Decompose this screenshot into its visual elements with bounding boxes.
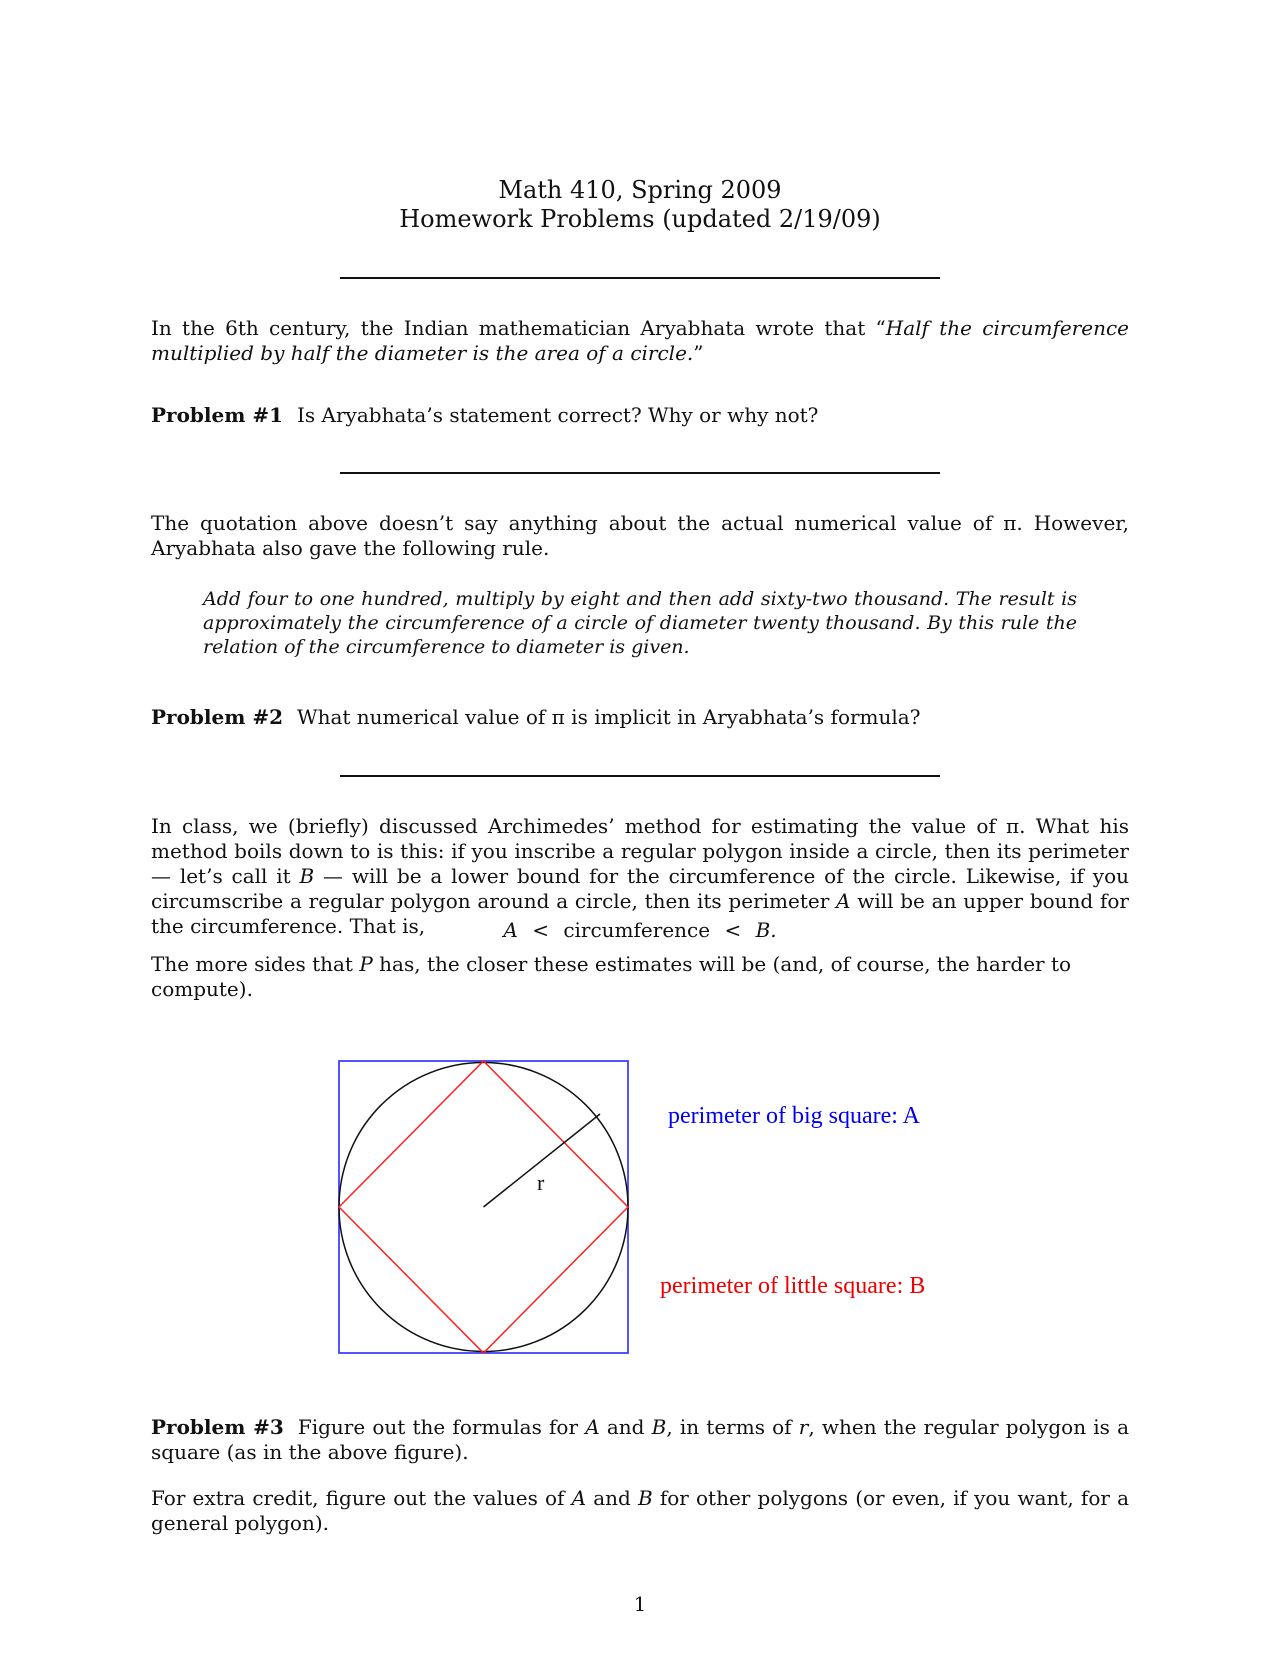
problem-text: Is Aryabhata’s statement correct? Why or why not? xyxy=(297,403,819,427)
intro-close: ” xyxy=(693,341,704,365)
paragraph-text: In class, we (briefly) discussed Archimedes’ method for estimating the value of π. What his method boils down to is this: if you inscribe a regular polygon inside a circle, then its perimeter — let’s call it xyxy=(151,814,1129,888)
paragraph-text: and xyxy=(586,1486,638,1510)
problem-label: Problem #1 xyxy=(151,403,284,427)
problem-text: , when the regular polygon is a square (as in the above figure). xyxy=(151,1415,1130,1464)
page-subtitle: Homework Problems (updated 2/19/09) xyxy=(399,205,881,233)
block-quote: Add four to one hundred, multiply by eight and then add sixty-two thousand. The result is approximately the circumference of a circle of diameter twenty thousand. By this rule the relation of the circumference to diameter is given. xyxy=(203,588,1077,658)
less-than: < xyxy=(724,918,742,942)
paragraph-text: has, the closer these estimates will be (and, of course, the harder to compute). xyxy=(151,952,1072,1001)
extra-credit xyxy=(151,1486,1129,1536)
paragraph-text: for other polygons (or even, if you want, for a general polygon). xyxy=(151,1486,1130,1535)
paragraph-text: — will be a lower bound for the circumference of the circle. Likewise, if you circumscribe a regular polygon around a circle, then its perimeter xyxy=(151,864,1129,913)
variable-b: B xyxy=(638,1486,653,1510)
less-than: < xyxy=(532,918,549,942)
inequality-word: circumference xyxy=(563,918,711,942)
variable-b: B. xyxy=(755,918,777,942)
big-square-label: perimeter of big square: A xyxy=(668,1103,920,1129)
variable-b: B xyxy=(651,1415,667,1439)
page-title: Math 410, Spring 2009 xyxy=(498,176,782,204)
problem-text: and xyxy=(599,1415,652,1439)
problem-label: Problem #2 xyxy=(151,705,284,729)
page-number: 1 xyxy=(633,1592,647,1616)
problem-label: Problem #3 xyxy=(151,1415,284,1439)
paragraph-text: The more sides that xyxy=(151,952,360,976)
little-square-label: perimeter of little square: B xyxy=(660,1273,926,1299)
variable-a: A xyxy=(585,1415,600,1439)
problem-3 xyxy=(151,1415,1129,1465)
variable-a: A xyxy=(503,918,518,942)
variable-r: r xyxy=(798,1415,809,1439)
variable-a: A xyxy=(836,889,851,913)
problem-text: Figure out the formulas for xyxy=(297,1415,586,1439)
paragraph-text: will be an upper bound for the circumference. That is, xyxy=(151,889,1129,938)
variable-a: A xyxy=(571,1486,587,1510)
problem-text: , in terms of xyxy=(666,1415,799,1439)
aryabhata-quote: Half the circumference multiplied by half the diameter is the area of a circle. xyxy=(151,316,1129,365)
radius-label: r xyxy=(537,1170,545,1195)
problem-text: What numerical value of π is implicit in Aryabhata’s formula? xyxy=(297,705,921,729)
paragraph: The quotation above doesn’t say anything about the actual numerical value of π. However, Aryabhata also gave the following rule. xyxy=(151,511,1129,560)
intro-text: In the 6th century, the Indian mathematician Aryabhata wrote that “ xyxy=(151,316,886,340)
paragraph-text: For extra credit, figure out the values of xyxy=(151,1486,572,1510)
variable-p: P xyxy=(359,952,373,976)
variable-b: B xyxy=(299,864,315,888)
